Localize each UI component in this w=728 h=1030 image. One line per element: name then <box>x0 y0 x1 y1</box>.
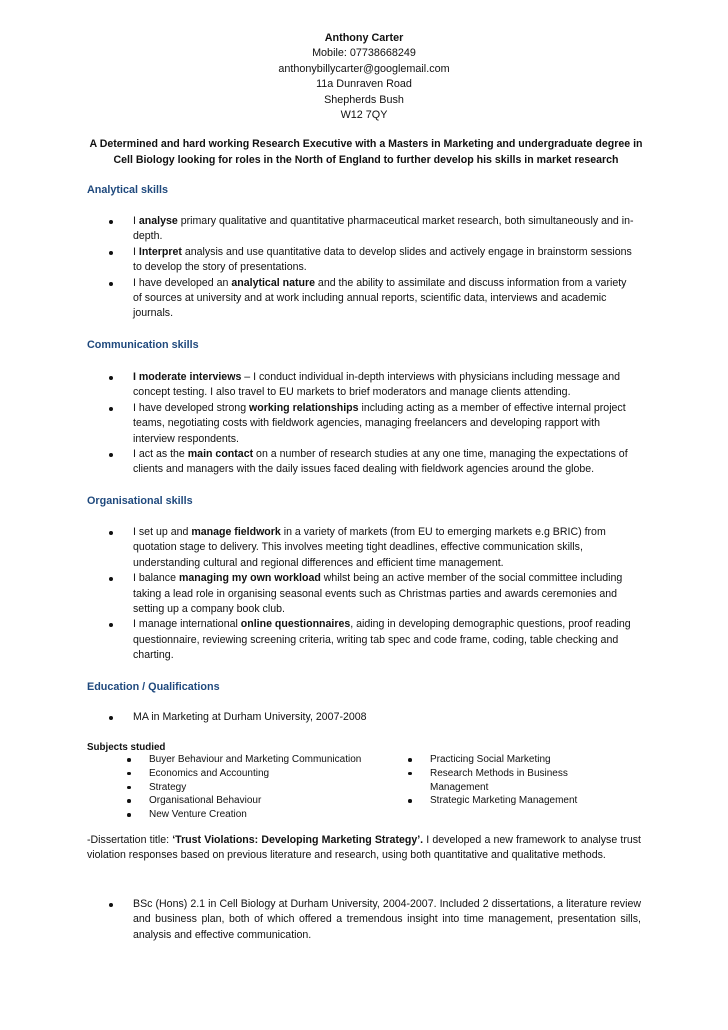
subjects-right-list <box>408 753 598 808</box>
bullet-icon <box>109 376 113 380</box>
bullet-icon <box>109 716 113 720</box>
list-item: I set up and manage fieldwork in a variety of markets (from EU to emerging markets e.g BRIC) from quotation stage to delivery. This involves meeting tight deadlines, effective communication skills, understanding cultural and regional differences and efficient time management. <box>109 525 634 571</box>
contact-header <box>0 31 728 123</box>
bullet-icon <box>109 251 113 255</box>
subjects-studied-label: Subjects studied <box>87 742 166 753</box>
bullet-icon <box>109 220 113 224</box>
bullet-icon <box>109 407 113 411</box>
bullet-icon <box>127 786 131 790</box>
list-item: I moderate interviews – I conduct individual in-depth interviews with physicians including message and concept testing. I also travel to EU markets to brief moderators and manage clients attending. <box>109 370 634 401</box>
list-item: Strategic Marketing Management <box>408 794 598 808</box>
bullet-icon <box>408 799 412 803</box>
list-item: Strategy <box>127 781 377 795</box>
list-item: New Venture Creation <box>127 808 377 822</box>
section-title-organisational: Organisational skills <box>87 495 193 507</box>
ma-degree-list <box>109 710 634 725</box>
bullet-icon <box>127 799 131 803</box>
list-item: I act as the main contact on a number of research studies at any one time, managing the expectations of clients and managers with the daily issues faced dealing with fieldwork agencies around the globe. <box>109 447 634 478</box>
list-item: I have developed an analytical nature and the ability to assimilate and discuss information from a variety of sources at university and at work including annual reports, scientific data, interviews and academic journals. <box>109 276 634 322</box>
bullet-icon <box>109 623 113 627</box>
organisational-skills-list <box>109 525 634 664</box>
bullet-icon <box>109 453 113 457</box>
candidate-name: Anthony Carter <box>324 32 404 44</box>
email-address: anthonybillycarter@googlemail.com <box>278 62 450 75</box>
bullet-icon <box>408 758 412 762</box>
communication-skills-list <box>109 370 634 478</box>
address-line-1: 11a Dunraven Road <box>316 78 412 91</box>
bullet-icon <box>109 282 113 286</box>
bullet-icon <box>408 772 412 776</box>
list-item: I balance managing my own workload whilst being an active member of the social committee including taking a lead role in organising seasonal events such as Christmas parties and awards ceremonies and setting up a company book club. <box>109 571 634 617</box>
bullet-icon <box>127 758 131 762</box>
list-item: Practicing Social Marketing <box>408 753 598 767</box>
section-title-communication: Communication skills <box>87 339 199 351</box>
bullet-icon <box>127 813 131 817</box>
subjects-left-list <box>127 753 377 822</box>
dissertation-paragraph: -Dissertation title: ‘Trust Violations: Developing Marketing Strategy’. I developed a new framework to analyse trust violation responses based on previous literature and research, using both quantitative and qualitative methods. <box>87 834 642 862</box>
list-item: I Interpret analysis and use quantitative data to develop slides and actively engage in brainstorm sessions to develop the story of presentations. <box>109 245 634 276</box>
list-item: MA in Marketing at Durham University, 2007-2008 <box>109 710 634 725</box>
bullet-icon <box>127 772 131 776</box>
bullet-icon <box>109 531 113 535</box>
list-item: I have developed strong working relationships including acting as a member of effective internal project teams, negotiating costs with fieldwork agencies, managing freelancers and developing rapport with interview respondents. <box>109 401 634 447</box>
bullet-icon <box>109 903 113 907</box>
list-item: I analyse primary qualitative and quantitative pharmaceutical market research, both simultaneously and in-depth. <box>109 214 634 245</box>
section-title-education: Education / Qualifications <box>87 681 220 693</box>
list-item: Research Methods in Business Management <box>408 767 598 795</box>
analytical-skills-list <box>109 214 634 322</box>
list-item: Buyer Behaviour and Marketing Communication <box>127 753 377 767</box>
list-item: Economics and Accounting <box>127 767 377 781</box>
list-item: I manage international online questionnaires, aiding in developing demographic questions, proof reading questionnaire, reviewing screening criteria, writing tab spec and code frame, coding, table checking and charting. <box>109 617 634 663</box>
mobile-number: Mobile: 07738668249 <box>312 47 416 60</box>
postcode: W12 7QY <box>340 109 388 122</box>
bullet-icon <box>109 577 113 581</box>
profile-statement: A Determined and hard working Research Executive with a Masters in Marketing and undergraduate degree in Cell Biology looking for roles in the North of England to further develop his skills in market research <box>89 138 643 166</box>
bsc-degree-list <box>109 897 641 943</box>
address-line-2: Shepherds Bush <box>324 93 404 106</box>
list-item: Organisational Behaviour <box>127 794 377 808</box>
list-item: BSc (Hons) 2.1 in Cell Biology at Durham University, 2004-2007. Included 2 dissertations, a literature review and business plan, both of which offered a tremendous insight into time management, presentation sills, analysis and effective communication. <box>109 897 641 943</box>
section-title-analytical: Analytical skills <box>87 184 169 196</box>
